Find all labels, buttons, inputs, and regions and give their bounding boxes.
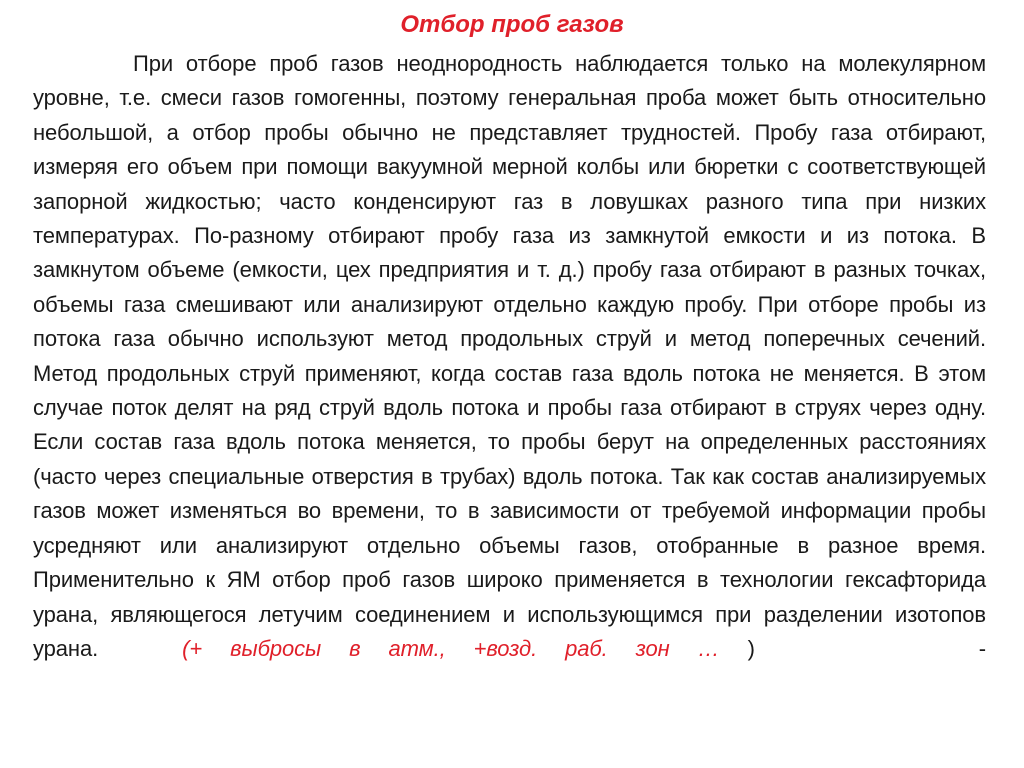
paragraph-text: При отборе проб газов неоднородность наблюдается только на молекулярном уровне, т.е. смеси газов гомогенны, поэтому генеральная проба может быть относительно небольшой, а отбор пробы обычно не представляет трудностей. Пробу газа отбирают, измеряя его объем при помощи вакуумной мерной колбы или бюретки с соответствующей запорной жидкостью; часто конденсируют газ в ловушках разного типа при низких температурах. По-разному отбирают пробу газа из замкнутой емкости и из потока. В замкнутом объеме (емкости, цех предприятия и т. д.) пробу газа отбирают в разных точках, объемы газа смешивают или анализируют отдельно каждую пробу. При отборе пробы из потока газа обычно используют метод продольных струй и метод поперечных сечений. Метод продольных струй применяют, когда состав газа вдоль потока не меняется. В этом случае поток делят на ряд струй вдоль потока и пробы газа отбирают в струях через одну. Если состав газа вдоль потока меняется, то пробы берут на определенных расстояниях (часто через специальные отверстия в трубах) вдоль потока. Так как состав анализируемых газов может изменяться во времени, то в зависимости от требуемой информации пробы усредняют или анализируют отдельно объемы газов, отобранные в разное время. Применительно к ЯМ отбор проб газов широко применяется в технологии гексафторида урана, являющегося летучим соединением и использующимся при разделении изотопов урана.	[33, 51, 986, 661]
note-text: (+ выбросы в атм., +возд. раб. зон …	[182, 635, 720, 661]
trailing-dash: -	[978, 635, 986, 661]
note-close-paren: )	[747, 635, 755, 661]
body-paragraph	[33, 47, 986, 666]
slide-title: Отбор проб газов	[400, 11, 624, 38]
